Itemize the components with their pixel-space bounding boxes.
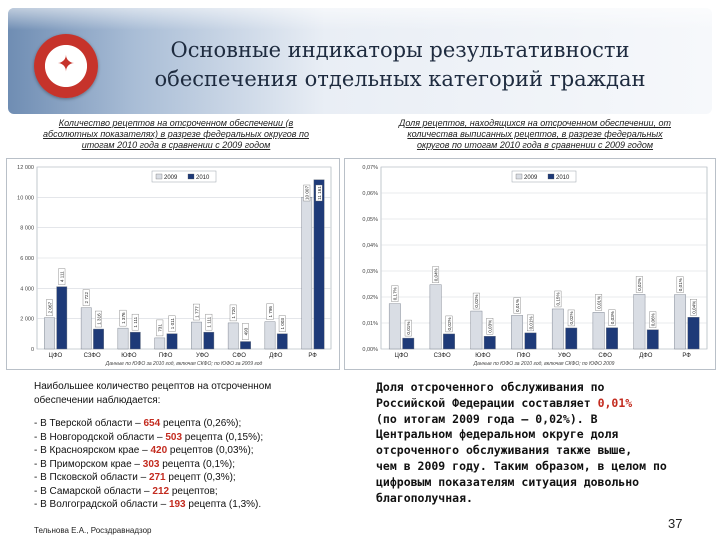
x-tick-ПФО: ПФО <box>158 353 173 359</box>
left-list-item-count: 303 <box>142 458 160 470</box>
x-tick-СЗФО: СЗФО <box>83 353 101 359</box>
left-chart-frame <box>6 158 340 370</box>
bar-2010-ДФО <box>277 334 287 349</box>
legend-swatch-2009 <box>156 174 162 179</box>
data-label-2009-ЮФО: 0,02% <box>474 294 480 308</box>
data-label-2009-ДФО: 1 795 <box>267 306 273 318</box>
y-tick-label: 0,04% <box>362 243 378 249</box>
bar-2010-ПФО <box>167 334 177 349</box>
legend-label-2009: 2009 <box>164 175 178 181</box>
header-shade <box>8 8 712 30</box>
x-tick-УФО: УФО <box>557 353 571 359</box>
bar-2010-ЮФО <box>484 336 495 349</box>
y-tick-label: 4 000 <box>20 286 34 293</box>
left-list-item-suffix: рецепта (1,3%). <box>185 499 262 510</box>
data-label-2010-ПФО: 0,01% <box>528 316 534 330</box>
left-heading-line-2: обеспечении наблюдается: <box>34 394 161 406</box>
page-number: 37 <box>668 516 683 531</box>
x-tick-ЦФО: ЦФО <box>48 353 63 359</box>
legend-swatch-2010 <box>188 174 194 179</box>
data-label-2009-СЗФО: 2 722 <box>84 291 90 304</box>
x-tick-СЗФО: СЗФО <box>433 353 451 359</box>
right-text-line-4: Центральном федеральном округе доля <box>376 427 619 442</box>
left-list-item-count: 420 <box>150 445 168 456</box>
left-list-item <box>34 431 354 445</box>
left-list-item-suffix: рецептов; <box>169 485 218 497</box>
left-list-item <box>34 471 354 485</box>
bar-2009-ДФО <box>265 322 275 349</box>
left-list-item-text: - В Псковской области – <box>34 472 149 483</box>
y-tick-label: 0,06% <box>362 191 378 197</box>
bar-2009-ПФО <box>155 338 165 349</box>
title-line-1: Основные индикаторы результативности <box>170 38 630 62</box>
data-label-2009-ЦФО: 2 067 <box>47 301 53 314</box>
x-tick-РФ: РФ <box>682 353 691 359</box>
left-list-item-count: 503 <box>165 431 183 443</box>
data-label-2010-СФО: 493 <box>243 327 249 336</box>
data-label-2009-ЦФО: 0,17% <box>392 287 398 301</box>
left-list-item-text: - В Новгородской области – <box>34 431 166 443</box>
bar-2010-СЗФО <box>443 334 454 349</box>
bar-2010-СФО <box>606 328 617 349</box>
left-list-item-text: - В Волгоградской области – <box>34 499 169 510</box>
left-list-item <box>34 444 354 458</box>
bar-2010-СЗФО <box>93 329 103 349</box>
x-tick-ЦФО: ЦФО <box>394 353 409 359</box>
data-label-2009-СФО: 1 720 <box>231 307 237 319</box>
left-list-item-count: 271 <box>148 472 166 483</box>
bar-2009-ЦФО <box>44 318 54 349</box>
right-chart-caption-line-3: округов по итогам 2010 года в сравнении с 2009 годом <box>416 140 654 150</box>
right-text-line-7: цифровым показателям ситуация довольно <box>376 474 640 489</box>
right-text-line-2-text: Российской Федерации составляет <box>376 395 598 410</box>
data-label-2009-УФО: 1 777 <box>194 306 200 318</box>
y-tick-label: 0,02% <box>362 295 378 301</box>
legend-label-2009: 2009 <box>524 175 538 181</box>
left-chart-svg <box>7 159 339 369</box>
right-chart-frame <box>344 158 716 370</box>
left-list-item <box>34 485 354 499</box>
bar-2009-УФО <box>191 322 201 349</box>
eagle-icon: ✦ <box>56 52 76 77</box>
data-label-2009-УФО: 0,15% <box>555 292 561 306</box>
chart-note: Данные по ЮФО за 2010 год, включая СКФО; по ЮФО 2009 <box>473 361 615 367</box>
bar-2009-ЮФО <box>118 328 128 349</box>
data-label-2010-УФО: 0,02% <box>569 311 575 325</box>
x-tick-СФО: СФО <box>598 353 612 359</box>
bar-2009-ДФО <box>634 294 645 349</box>
y-tick-label: 0,03% <box>362 269 378 275</box>
bar-2009-ЦФО <box>389 304 400 349</box>
data-label-2010-ДФО: 1 003 <box>280 318 286 330</box>
data-label-2010-ДФО: 0,06% <box>650 313 656 327</box>
bar-2009-СЗФО <box>430 285 441 349</box>
left-items-list <box>34 417 354 512</box>
data-label-2010-ЮФО: 0,03% <box>487 319 493 333</box>
bar-2009-ПФО <box>511 315 522 349</box>
data-label-2010-РФ: 11 161 <box>316 186 322 200</box>
left-list-item-suffix: рецепт (0,3%); <box>165 472 236 483</box>
bar-2009-ЮФО <box>471 311 482 349</box>
right-text-line-5: отсроченного обслуживания также выше, <box>376 443 633 458</box>
right-text-line-8: благополучная. <box>376 490 473 505</box>
y-tick-label: 10 000 <box>17 195 34 202</box>
legend-swatch-2009 <box>516 174 522 179</box>
left-chart-caption-line-1: Количество рецептов на отсроченном обеспечении (в <box>58 118 294 128</box>
data-label-2009-ЮФО: 1 376 <box>120 312 126 324</box>
data-label-2010-ЦФО: 4 111 <box>59 271 65 283</box>
left-list-item-count: 654 <box>143 418 161 429</box>
left-chart-caption-line-2: абсолютных показателях) в разрезе федеральных округов по <box>43 129 309 139</box>
left-heading-line-1: Наибольшее количество рецептов на отсроченном <box>34 381 272 392</box>
bar-2010-РФ <box>688 317 699 349</box>
x-tick-ЮФО: ЮФО <box>121 353 137 359</box>
left-list-item-text: - В Самарской области – <box>34 485 153 497</box>
rf-share-highlight: 0,01% <box>597 395 633 410</box>
y-tick-label: 0,00% <box>362 347 378 353</box>
left-list-item-count: 212 <box>152 485 170 497</box>
emblem-logo <box>34 34 98 98</box>
data-label-2010-ЦФО: 0,01% <box>406 321 412 335</box>
data-label-2010-ПФО: 1 011 <box>169 318 175 330</box>
bar-2009-РФ <box>674 295 685 349</box>
data-label-2010-СФО: 0,03% <box>609 311 615 325</box>
y-tick-label: 2 000 <box>20 316 34 323</box>
chart-note: Данные по ЮФО за 2010 год, включая СКФО; по ЮФО за 2009 год <box>105 361 263 367</box>
right-chart-caption <box>360 118 710 151</box>
right-chart-caption-line-1: Доля рецептов, находящихся на отсроченном обеспечении, от <box>398 118 672 128</box>
right-text-block <box>376 380 720 506</box>
x-tick-РФ: РФ <box>308 353 317 359</box>
legend-swatch-2010 <box>548 174 554 179</box>
bar-2010-ПФО <box>525 333 536 349</box>
data-label-2009-РФ: 0,01% <box>677 278 683 292</box>
right-chart-svg <box>345 159 715 369</box>
page-title <box>120 36 680 94</box>
x-tick-ЮФО: ЮФО <box>475 353 491 359</box>
x-tick-ДФО: ДФО <box>269 353 283 359</box>
right-text-line-2 <box>376 396 720 412</box>
bar-2010-РФ <box>314 180 324 349</box>
y-tick-label: 6 000 <box>20 256 34 262</box>
data-label-2009-ПФО: 731 <box>157 324 163 332</box>
data-label-2010-УФО: 1 111 <box>206 316 212 328</box>
bar-2010-УФО <box>566 328 577 349</box>
bar-2009-УФО <box>552 309 563 349</box>
data-label-2009-РФ: 10 007 <box>304 185 310 201</box>
x-tick-ДФО: ДФО <box>639 353 653 359</box>
right-text-line-1: Доля отсроченного обслуживания по <box>376 380 605 394</box>
left-list-item-text: - В Красноярском крае – <box>34 445 151 456</box>
left-list-item-text: - В Тверской области – <box>34 418 144 429</box>
y-tick-label: 0 <box>30 347 34 353</box>
left-list-item <box>34 458 354 472</box>
title-line-2: обеспечения отдельных категорий граждан <box>154 67 646 91</box>
left-list-item-suffix: рецепта (0,15%); <box>182 431 264 443</box>
y-tick-label: 8 000 <box>20 225 34 232</box>
left-text-block <box>34 380 354 512</box>
data-label-2010-ЮФО: 1 111 <box>133 316 139 328</box>
left-list-item <box>34 498 354 512</box>
author-footer: Тельнова Е.А., Росздравнадзор <box>34 526 152 535</box>
right-chart-caption-line-2: количества выписанных рецептов, в разрезе федеральных <box>407 129 663 139</box>
left-list-item-suffix: рецептов (0,03%); <box>167 445 254 456</box>
legend-label-2010: 2010 <box>196 175 210 181</box>
left-list-item <box>34 417 354 431</box>
y-tick-label: 12 000 <box>17 165 34 171</box>
bar-2009-СФО <box>228 323 238 349</box>
legend-label-2010: 2010 <box>556 175 570 181</box>
bar-2010-ЦФО <box>57 287 67 349</box>
bar-2010-ЦФО <box>403 338 414 349</box>
bar-2009-СЗФО <box>81 308 91 349</box>
data-label-2010-СЗФО: 1 316 <box>96 313 102 325</box>
left-list-item-suffix: рецепта (0,26%); <box>160 418 242 429</box>
data-label-2010-СЗФО: 0,02% <box>446 317 452 331</box>
right-text-line-6: чем в 2009 году. Таким образом, в целом по <box>376 458 667 473</box>
bar-2009-РФ <box>302 197 312 349</box>
data-label-2009-СФО: 0,01% <box>596 295 602 309</box>
right-text-line-3: (по итогам 2009 года – 0,02%). В <box>376 411 598 426</box>
left-chart-caption <box>6 118 346 151</box>
data-label-2009-ДФО: 0,02% <box>637 277 643 291</box>
bar-2009-СФО <box>593 312 604 349</box>
x-tick-СФО: СФО <box>232 353 246 359</box>
x-tick-УФО: УФО <box>195 353 209 359</box>
y-tick-label: 0,05% <box>362 217 378 223</box>
y-tick-label: 0,07% <box>362 165 378 171</box>
data-label-2009-СЗФО: 0,04% <box>433 268 439 282</box>
bar-2010-СФО <box>240 342 250 349</box>
bar-2010-ЮФО <box>130 332 140 349</box>
bar-2010-ДФО <box>647 330 658 349</box>
left-list-item-suffix: рецепта (0,1%); <box>159 458 236 470</box>
x-tick-ПФО: ПФО <box>516 353 531 359</box>
data-label-2010-РФ: 0,04% <box>691 300 697 314</box>
left-list-item-count: 193 <box>168 499 186 510</box>
y-tick-label: 0,01% <box>362 321 378 327</box>
data-label-2009-ПФО: 0,01% <box>514 298 520 312</box>
bar-2010-УФО <box>204 332 214 349</box>
left-chart-caption-line-3: итогам 2010 года в сравнении с 2009 годом <box>81 140 271 150</box>
left-list-item-text: - В Приморском крае – <box>34 458 143 470</box>
